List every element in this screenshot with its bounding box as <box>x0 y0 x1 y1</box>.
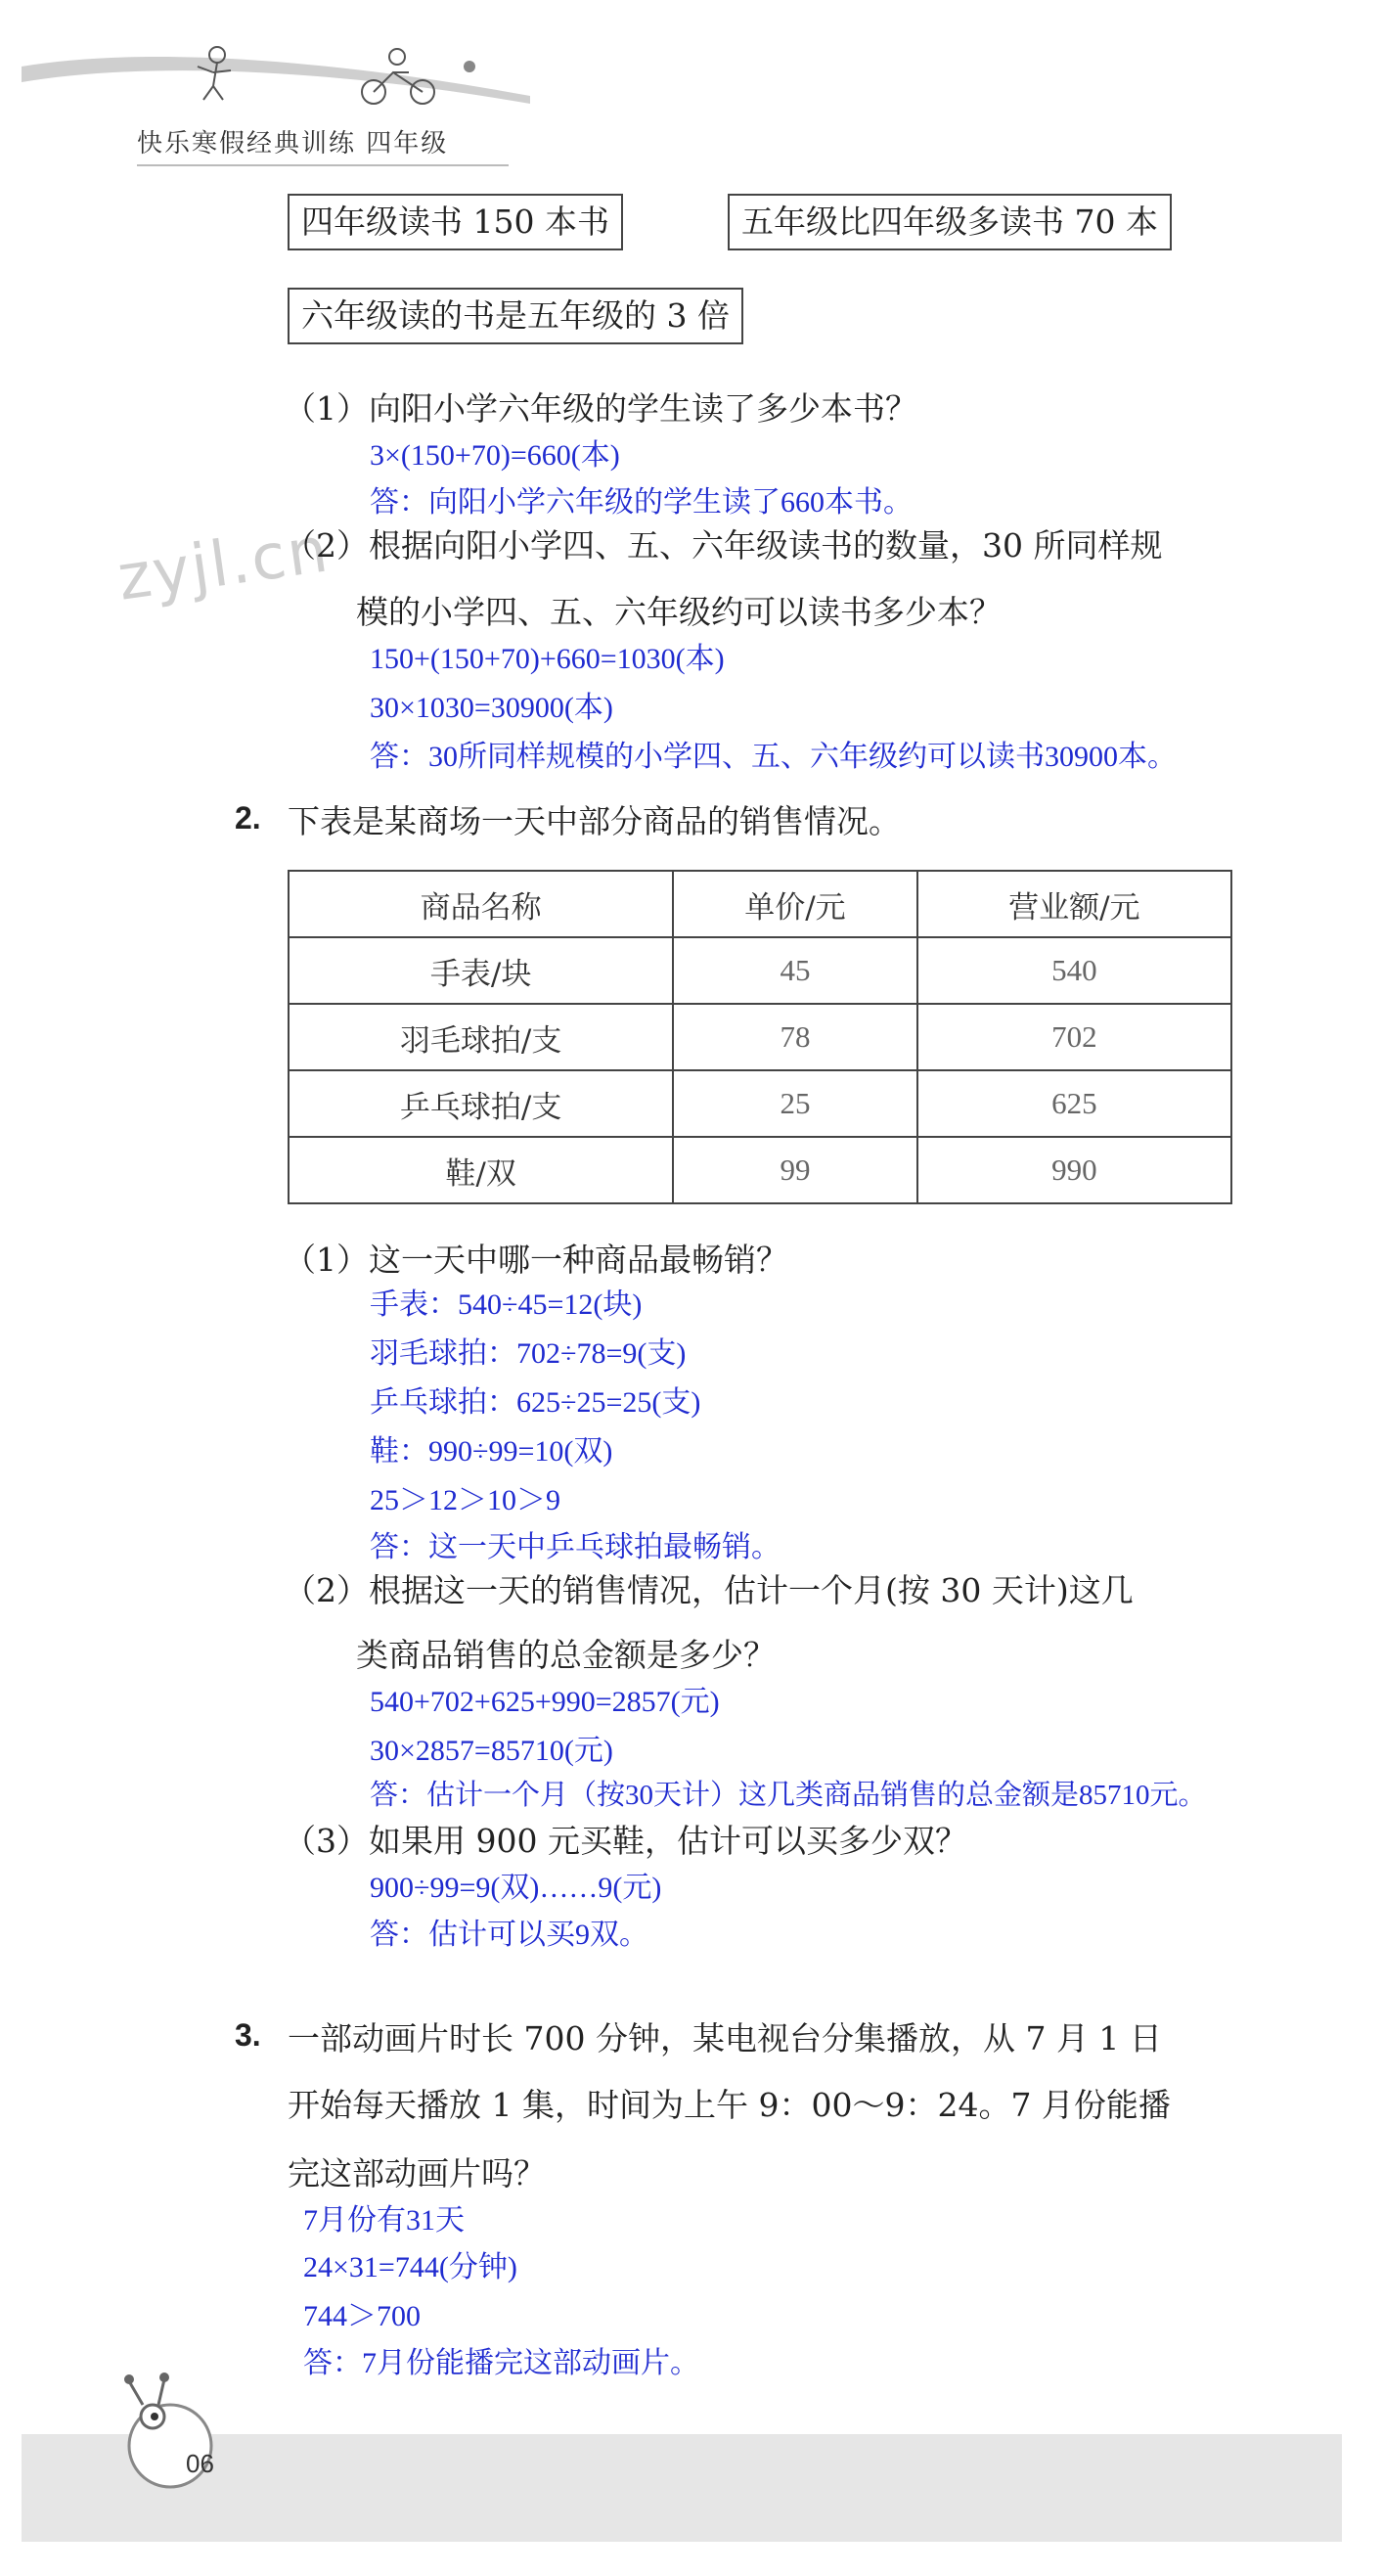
watermark: zyjl.cn <box>112 514 335 615</box>
header-divider <box>137 164 509 166</box>
q1-part1-answer-line: 答：向阳小学六年级的学生读了660本书。 <box>370 486 913 519</box>
q2-part2-question-line: （2）根据这一天的销售情况，估计一个月(按 30 天计)这几 <box>284 1571 1134 1609</box>
table-header-cell: 单价/元 <box>673 871 916 937</box>
table-row <box>289 1137 1231 1203</box>
q2-part1-answer-line: 答：这一天中乒乓球拍最畅销。 <box>370 1531 781 1563</box>
kite-figure-icon <box>198 47 231 100</box>
table-header-row <box>289 871 1231 937</box>
table-header-cell: 商品名称 <box>289 871 673 937</box>
info-box-grade5: 五年级比四年级多读书 70 本 <box>728 194 1172 250</box>
table-cell: 羽毛球拍/支 <box>289 1004 673 1070</box>
question-number: 2. <box>235 800 261 836</box>
table-cell: 78 <box>673 1004 916 1070</box>
info-box-grade4: 四年级读书 150 本书 <box>288 194 623 250</box>
q2-part1-answer-line: 手表：540÷45=12(块) <box>370 1288 643 1321</box>
q3-answer-line: 答：7月份能播完这部动画片。 <box>303 2347 699 2379</box>
q3-text-line: 开始每天播放 1 集，时间为上午 9：00～9：24。7 月份能播 <box>288 2086 1171 2124</box>
info-box-grade6: 六年级读的书是五年级的 3 倍 <box>288 288 743 344</box>
q2-part2-question-line: 类商品销售的总金额是多少？ <box>356 1636 776 1674</box>
table-cell: 手表/块 <box>289 937 673 1004</box>
q2-part2-answer-line: 30×2857=85710(元) <box>370 1735 613 1767</box>
q3-text-line: 完这部动画片吗？ <box>288 2154 546 2192</box>
table-cell: 45 <box>673 937 916 1004</box>
table-row <box>289 1004 1231 1070</box>
q2-text: 下表是某商场一天中部分商品的销售情况。 <box>288 802 901 840</box>
q2-part3-answer-line: 答：估计可以买9双。 <box>370 1919 648 1951</box>
q3-text-line: 一部动画片时长 700 分钟，某电视台分集播放，从 7 月 1 日 <box>288 2019 1162 2057</box>
q2-part1-answer-line: 25＞12＞10＞9 <box>370 1484 560 1516</box>
q2-part3-answer-line: 900÷99=9(双)……9(元) <box>370 1872 662 1904</box>
q1-part2-answer-line: 150+(150+70)+660=1030(本) <box>370 643 725 675</box>
q1-part2-question-line: （2）根据向阳小学四、五、六年级读书的数量，30 所同样规 <box>284 526 1163 565</box>
sales-table <box>288 870 1232 1204</box>
table-row <box>289 1070 1231 1137</box>
q3-answer-line: 24×31=744(分钟) <box>303 2251 517 2283</box>
question-number: 3. <box>235 2017 261 2053</box>
table-cell: 乒乓球拍/支 <box>289 1070 673 1137</box>
table-row <box>289 937 1231 1004</box>
q3-answer-line: 744＞700 <box>303 2300 421 2332</box>
header-illustration <box>22 27 530 115</box>
q2-part2-answer-line: 540+702+625+990=2857(元) <box>370 1686 720 1718</box>
q2-part1-answer-line: 乒乓球拍：625÷25=25(支) <box>370 1386 701 1419</box>
q3-answer-line: 7月份有31天 <box>303 2204 465 2237</box>
table-cell: 990 <box>917 1137 1231 1203</box>
q1-part1-answer-line: 3×(150+70)=660(本) <box>370 439 620 472</box>
q1-part2-question-line: 模的小学四、五、六年级约可以读书多少本？ <box>356 593 1002 631</box>
table-header-cell: 营业额/元 <box>917 871 1231 937</box>
table-cell: 625 <box>917 1070 1231 1137</box>
header-title: 快乐寒假经典训练 四年级 <box>137 129 449 158</box>
q2-part1-question: （1）这一天中哪一种商品最畅销？ <box>284 1241 788 1279</box>
q2-part3-question: （3）如果用 900 元买鞋，估计可以买多少双？ <box>284 1822 967 1860</box>
q1-part2-answer-line: 答：30所同样规模的小学四、五、六年级约可以读书30900本。 <box>370 741 1177 773</box>
q2-part2-answer-line: 答：估计一个月（按30天计）这几类商品销售的总金额是85710元。 <box>370 1780 1207 1811</box>
table-cell: 540 <box>917 937 1231 1004</box>
table-cell: 702 <box>917 1004 1231 1070</box>
table-cell: 25 <box>673 1070 916 1137</box>
page-number: 06 <box>186 2449 214 2478</box>
flower-icon <box>464 61 475 72</box>
q1-part1-question: （1）向阳小学六年级的学生读了多少本书？ <box>284 389 917 428</box>
table-cell: 鞋/双 <box>289 1137 673 1203</box>
q2-part1-answer-line: 鞋：990÷99=10(双) <box>370 1435 613 1468</box>
table-cell: 99 <box>673 1137 916 1203</box>
q2-part1-answer-line: 羽毛球拍：702÷78=9(支) <box>370 1337 687 1370</box>
q1-part2-answer-line: 30×1030=30900(本) <box>370 692 613 724</box>
